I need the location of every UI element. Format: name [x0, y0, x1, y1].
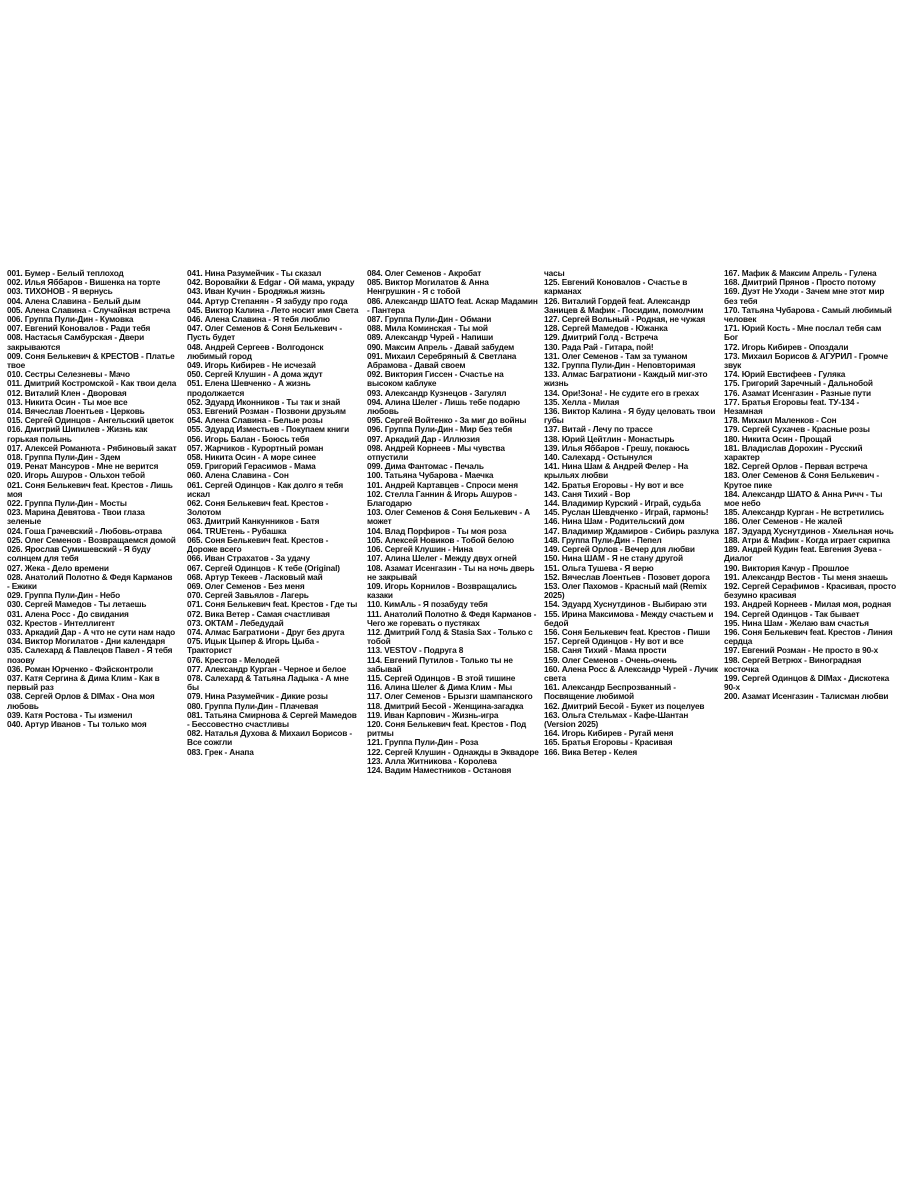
track-entry: 158. Саня Тихий - Мама прости	[544, 645, 667, 656]
tracklist-column-3	[367, 269, 539, 775]
track-entry: 103. Олег Семенов & Соня Белькевич - А может	[367, 507, 530, 527]
track-entry: 081. Татьяна Смирнова & Сергей Мамедов - Бессовестно счастливы	[187, 709, 357, 729]
track-entry: 079. Нина Разумейчик - Дикие розы	[187, 691, 328, 702]
track-entry: 031. Алена Росс - До свидания	[7, 608, 129, 619]
track-entry: 187. Эдуард Хуснутдинов - Хмельная ночь	[724, 525, 894, 536]
track-entry: 063. Дмитрий Канкунников - Батя	[187, 516, 320, 527]
track-entry: 029. Группа Пули-Дин - Небо	[7, 590, 120, 601]
track-entry: 016. Дмитрий Шипилев - Жизнь как горькая полынь	[7, 424, 148, 444]
track-entry: 070. Сергей Завьялов - Лагерь	[187, 590, 309, 601]
track-entry: 172. Игорь Кибирев - Опоздали	[724, 341, 849, 352]
track-entry: 161. Александр Беспрозванный - Посвящение любимой	[544, 682, 676, 702]
track-entry: 025. Олег Семенов - Возвращаемся домой	[7, 534, 176, 545]
track-entry: 136. Виктор Калина - Я буду целовать твои губы	[544, 406, 716, 426]
track-entry: 166. Вика Ветер - Келея	[544, 746, 638, 757]
track-entry: 143. Саня Тихий - Вор	[544, 488, 631, 499]
track-entry: 140. Салехард - Остынулся	[544, 452, 653, 463]
track-entry: 188. Атри & Мафик - Когда играет скрипка	[724, 534, 890, 545]
track-entry: 194. Сергей Одинцов - Так бывает	[724, 608, 860, 619]
track-entry: 107. Алина Шелег - Между двух огней	[367, 553, 517, 564]
track-entry: 120. Соня Белькевич feat. Крестов - Под ритмы	[367, 718, 527, 739]
track-entry: 121. Группа Пули-Дин - Роза	[367, 737, 479, 748]
tracklist	[7, 268, 897, 939]
track-entry: 055. Эдуард Изместьев - Покупаем книги	[187, 424, 350, 435]
track-entry: 124. Вадим Наместников - Остановя	[367, 764, 512, 775]
track-entry: 132. Группа Пули-Дин - Неповторимая	[544, 360, 696, 371]
track-entry: 125. Евгений Коновалов - Счастье в карманах	[544, 277, 688, 297]
track-entry: 072. Вика Ветер - Самая счастливая	[187, 608, 330, 619]
track-entry: 054. Алена Славина - Белые розы	[187, 415, 323, 426]
track-entry: 022. Группа Пули-Дин - Мосты	[7, 498, 127, 509]
track-entry: 043. Иван Кучин - Бродяжья жизнь	[187, 286, 325, 297]
track-entry: 085. Виктор Могилатов & Анна Ненгрушкин - Я с тобой	[367, 277, 489, 297]
track-entry: 144. Владимир Курский - Играй, судьба	[544, 498, 701, 509]
track-entry: 165. Братья Егоровы - Красивая	[544, 737, 673, 748]
track-entry: 171. Юрий Кость - Мне послал тебя сам Бог	[724, 323, 882, 343]
track-entry: 015. Сергей Одинцов - Ангельский цветок	[7, 415, 174, 426]
track-entry: 156. Соня Белькевич feat. Крестов - Пиши	[544, 626, 710, 637]
track-entry: 127. Сергей Вольный - Родная, не чужая	[544, 314, 706, 325]
track-entry: 005. Алена Славина - Случайная встреча	[7, 304, 171, 315]
track-entry: 149. Сергей Орлов - Вечер для любви	[544, 544, 695, 555]
track-entry: 153. Олег Пахомов - Красный май (Remix 2025)	[544, 580, 707, 601]
track-entry: 036. Роман Юрченко - Фэйсконтроли	[7, 663, 153, 674]
track-entry: 180. Никита Осин - Прощай	[724, 433, 832, 444]
track-entry: 131. Олег Семенов - Там за туманом	[544, 350, 688, 361]
track-entry: 198. Сергей Ветрюх - Виноградная косточка	[724, 654, 862, 674]
track-entry: 033. Аркадий Дар - А что не сути нам надо	[7, 626, 176, 637]
track-entry: 062. Соня Белькевич feat. Крестов - Золотом	[187, 498, 329, 518]
track-entry: 037. Катя Сергина & Дима Клим - Как в первый раз	[7, 672, 160, 693]
track-entry: 024. Гоша Грачевский - Любовь-отрава	[7, 525, 162, 536]
track-entry: 189. Андрей Кудин feat. Евгения Зуева - Диалог	[724, 544, 882, 564]
track-entry: 176. Азамат Исенгазин - Разные пути	[724, 387, 871, 398]
track-entry: 168. Дмитрий Прянов - Просто потому	[724, 277, 876, 288]
track-entry: 084. Олег Семенов - Акробат	[367, 268, 482, 278]
track-entry: 011. Дмитрий Костромской - Как твои дела	[7, 378, 177, 389]
track-entry: 128. Сергей Мамедов - Южанка	[544, 323, 668, 334]
track-entry: 040. Артур Иванов - Ты только моя	[7, 718, 147, 729]
track-entry: 162. Дмитрий Бесой - Букет из поцелуев	[544, 700, 705, 711]
track-entry: 069. Олег Семенов - Без меня	[187, 580, 305, 591]
track-entry: 048. Андрей Сергеев - Волгодонск любимый город	[187, 341, 324, 361]
track-entry: 118. Дмитрий Бесой - Женщина-загадка	[367, 700, 524, 711]
track-entry: часы	[544, 268, 565, 278]
track-entry: 134. Ори!Зона! - Не судите его в грехах	[544, 387, 699, 398]
track-entry: 184. Александр ШАТО & Анна Ричч - Ты мое небо	[724, 488, 883, 509]
track-entry: 141. Нина Шам & Андрей Фелер - На крыльях любви	[544, 461, 689, 481]
tracklist-column-4	[544, 269, 719, 757]
track-entry: 178. Михаил Маленков - Сон	[724, 415, 837, 426]
track-entry: 049. Игорь Кибирев - Не исчезай	[187, 360, 316, 371]
track-entry: 181. Владислав Дорохин - Русский характер	[724, 442, 863, 463]
track-entry: 068. Артур Текеев - Ласковый май	[187, 571, 323, 582]
track-entry: 098. Андрей Корнеев - Мы чувства отпустили	[367, 442, 505, 463]
track-entry: 104. Влад Порфиров - Ты моя роза	[367, 525, 507, 536]
track-entry: 065. Соня Белькевич feat. Крестов - Дороже всего	[187, 534, 329, 555]
track-entry: 021. Соня Белькевич feat. Крестов - Лишь моя	[7, 479, 173, 499]
track-entry: 105. Алексей Новиков - Тобой белою	[367, 534, 514, 545]
track-entry: 032. Крестов - Интеллигент	[7, 617, 115, 628]
track-entry: 186. Олег Семенов - Не жалей	[724, 516, 843, 527]
track-entry: 039. Катя Ростова - Ты изменил	[7, 709, 133, 720]
track-entry: 111. Анатолий Полотно & Федя Карманов - Чего же горевать о пустяках	[367, 608, 537, 628]
track-entry: 003. ТИХОНОВ - Я вернусь	[7, 286, 113, 297]
tracklist-column-5	[724, 269, 896, 702]
track-entry: 090. Максим Апрель - Давай забудем	[367, 341, 515, 352]
track-entry: 114. Евгений Путилов - Только ты не забывай	[367, 654, 513, 674]
track-entry: 019. Ренат Мансуров - Мне не верится	[7, 461, 159, 472]
track-entry: 164. Игорь Кибирев - Ругай меня	[544, 728, 674, 739]
track-entry: 115. Сергей Одинцов - В этой тишине	[367, 672, 516, 683]
track-entry: 027. Жека - Дело времени	[7, 562, 109, 573]
track-entry: 099. Дима Фантомас - Печаль	[367, 461, 484, 472]
track-entry: 197. Евгений Розман - Не просто в 90-х	[724, 645, 879, 656]
track-entry: 092. Виктория Гиссен - Счастье на высоком каблуке	[367, 369, 504, 389]
track-entry: 004. Алена Славина - Белый дым	[7, 295, 141, 306]
tracklist-column-2	[187, 269, 359, 757]
track-entry: 151. Ольга Тушева - Я верю	[544, 562, 654, 573]
track-entry: 113. VESTOV - Подруга 8	[367, 645, 464, 656]
track-entry: 185. Александр Курган - Не встретились	[724, 507, 884, 518]
track-entry: 157. Сергей Одинцов - Ну вот и все	[544, 636, 684, 647]
track-entry: 110. КимАль - Я позабуду тебя	[367, 599, 488, 610]
track-entry: 095. Сергей Войтенко - За миг до войны	[367, 415, 527, 426]
track-entry: 020. Игорь Ашуров - Ольхон тебой	[7, 470, 145, 481]
track-entry: 038. Сергей Орлов & DIMax - Она моя любовь	[7, 691, 155, 711]
track-entry: 145. Руслан Шевдченко - Играй, гармонь!	[544, 507, 709, 518]
track-entry: 169. Дуэт Не Уходи - Зачем мне этот мир без тебя	[724, 286, 885, 306]
track-entry: 061. Сергей Одинцов - Как долго я тебя искал	[187, 479, 344, 499]
track-entry: 147. Владимир Ждамиров - Сибирь разлука	[544, 525, 719, 536]
track-entry: 167. Мафик & Максим Апрель - Гулена	[724, 268, 877, 278]
track-entry: 170. Татьяна Чубарова - Самый любимый человек	[724, 304, 892, 325]
track-entry: 117. Олег Семенов - Брызги шампанского	[367, 691, 533, 702]
track-entry: 106. Сергей Клушин - Нина	[367, 544, 473, 555]
track-entry: 097. Аркадий Дар - Иллюзия	[367, 433, 480, 444]
track-entry: 199. Сергей Одинцов & DIMax - Дискотека 90-х	[724, 672, 890, 693]
track-entry: 088. Мила Коминская - Ты мой	[367, 323, 488, 334]
track-entry: 078. Салехард & Татьяна Ладыка - А мне бы	[187, 672, 349, 693]
track-entry: 148. Группа Пули-Дин - Пепел	[544, 534, 662, 545]
track-entry: 041. Нина Разумейчик - Ты сказал	[187, 268, 322, 278]
track-entry: 159. Олег Семенов - Очень-очень	[544, 654, 677, 665]
track-entry: 075. Ицык Цыпер & Игорь Цыба - Тракторист	[187, 636, 319, 656]
track-entry: 150. Нина ШАМ - Я не стану другой	[544, 553, 683, 564]
track-entry: 138. Юрий Цейтлин - Монастырь	[544, 433, 675, 444]
track-entry: 066. Иван Страхатов - За удачу	[187, 553, 310, 564]
track-entry: 051. Елена Шевченко - А жизнь продолжается	[187, 378, 311, 398]
track-entry: 023. Марина Девятова - Твои глаза зеленые	[7, 507, 145, 527]
track-entry: 100. Татьяна Чубарова - Маечка	[367, 470, 494, 481]
track-entry: 017. Алексей Романюта - Рябиновый закат	[7, 442, 177, 453]
track-entry: 119. Иван Карпович - Жизнь-игра	[367, 709, 499, 720]
tracklist-column-1	[7, 269, 177, 729]
track-entry: 102. Стелла Ганнин & Игорь Ашуров - Благодарю	[367, 488, 517, 509]
track-entry: 059. Григорий Герасимов - Мама	[187, 461, 316, 472]
track-entry: 108. Азамат Исенгазин - Ты на ночь дверь не закрывай	[367, 562, 535, 582]
track-entry: 163. Ольга Стельмах - Кафе-Шантан (Version 2025)	[544, 709, 689, 729]
track-entry: 056. Игорь Балан - Боюсь тебя	[187, 433, 310, 444]
track-entry: 083. Грек - Анапа	[187, 746, 254, 757]
track-entry: 047. Олег Семенов & Соня Белькевич - Пусть будет	[187, 323, 342, 343]
track-entry: 018. Группа Пули-Дин - Здем	[7, 452, 121, 463]
track-entry: 076. Крестов - Мелодей	[187, 654, 280, 665]
track-entry: 002. Илья Яббаров - Вишенка на торте	[7, 277, 161, 288]
track-entry: 074. Алмас Багратиони - Друг без друга	[187, 626, 345, 637]
track-entry: 191. Александр Вестов - Ты меня знаешь	[724, 571, 888, 582]
track-entry: 182. Сергей Орлов - Первая встреча	[724, 461, 868, 472]
track-entry: 008. Настасья Самбурская - Двери закрываются	[7, 332, 145, 352]
track-entry: 160. Алена Росс & Александр Чурей - Лучик света	[544, 663, 718, 683]
track-entry: 196. Соня Белькевич feat. Крестов - Линия сердца	[724, 626, 893, 647]
track-entry: 133. Алмас Багратиони - Каждый миг-это жизнь	[544, 369, 708, 389]
track-entry: 067. Сергей Одинцов - К тебе (Original)	[187, 562, 340, 573]
track-entry: 050. Сергей Клушин - А дома ждут	[187, 369, 323, 380]
track-entry: 026. Ярослав Сумишевский - Я буду солнцем для тебя	[7, 544, 151, 564]
track-entry: 177. Братья Егоровы feat. ТУ-134 - Незамная	[724, 396, 860, 417]
track-entry: 094. Алина Шелег - Лишь тебе подарю любовь	[367, 396, 520, 417]
track-entry: 010. Сестры Селезневы - Мачо	[7, 369, 130, 380]
track-entry: 116. Алина Шелег & Дима Клим - Мы	[367, 682, 513, 693]
track-entry: 183. Олег Семенов & Соня Белькевич - Крутое пике	[724, 470, 879, 490]
track-entry: 030. Сергей Мамедов - Ты летаешь	[7, 599, 147, 610]
track-entry: 007. Евгений Коновалов - Ради тебя	[7, 323, 151, 334]
track-entry: 129. Дмитрий Голд - Встреча	[544, 332, 658, 343]
track-entry: 152. Вячеслав Лоентьев - Позовет дорога	[544, 571, 710, 582]
track-entry: 082. Наталья Духова & Михаил Борисов - Все сожгли	[187, 728, 352, 748]
track-entry: 126. Виталий Гордей feat. Александр Заницев & Мафик - Посидим, помолчим	[544, 295, 704, 315]
track-entry: 154. Эдуард Хуснутдинов - Выбираю эти	[544, 599, 707, 610]
track-entry: 046. Алена Славина - Я тебя люблю	[187, 314, 330, 325]
track-entry: 142. Братья Егоровы - Ну вот и все	[544, 479, 684, 490]
track-entry: 112. Дмитрий Голд & Stasia Sax - Только с тобой	[367, 626, 533, 647]
track-entry: 122. Сергей Клушин - Однажды в Эквадоре	[367, 746, 539, 757]
track-entry: 109. Игорь Корнилов - Возвращались казаки	[367, 580, 517, 601]
track-entry: 175. Григорий Заречный - Дальнобой	[724, 378, 873, 389]
track-entry: 001. Бумер - Белый теплоход	[7, 268, 124, 278]
track-entry: 174. Юрий Евстифеев - Гуляка	[724, 369, 846, 380]
track-entry: 064. TRUEтень - Рубашка	[187, 525, 287, 536]
track-entry: 101. Андрей Картавцев - Спроси меня	[367, 479, 518, 490]
track-entry: 192. Сергей Серафимов - Красивая, просто безумно красивая	[724, 580, 897, 601]
track-entry: 139. Илья Яббаров - Грешу, покаюсь	[544, 442, 690, 453]
track-entry: 179. Сергей Сухачев - Красные розы	[724, 424, 870, 435]
track-entry: 195. Нина Шам - Желаю вам счастья	[724, 617, 869, 628]
track-entry: 086. Александр ШАТО feat. Аскар Мадамин - Пантера	[367, 295, 538, 315]
track-entry: 190. Виктория Качур - Прошлое	[724, 562, 849, 573]
track-entry: 053. Евгений Розман - Позвони друзьям	[187, 406, 346, 417]
track-entry: 087. Группа Пули-Дин - Обмани	[367, 314, 492, 325]
track-entry: 034. Виктор Могилатов - Дни календаря	[7, 636, 166, 647]
track-entry: 045. Виктор Калина - Лето носит имя Света	[187, 304, 359, 315]
track-entry: 009. Соня Белькевич & КРЕСТОВ - Платье твое	[7, 350, 175, 371]
track-entry: 057. Жарчиков - Курортный роман	[187, 442, 324, 453]
track-entry: 006. Группа Пули-Дин - Кумовка	[7, 314, 134, 325]
track-entry: 089. Александр Чурей - Напиши	[367, 332, 494, 343]
track-entry: 080. Группа Пули-Дин - Плачевая	[187, 700, 319, 711]
track-entry: 173. Михаил Борисов & АГУРИЛ - Громче звук	[724, 350, 888, 371]
track-entry: 146. Нина Шам - Родительский дом	[544, 516, 685, 527]
track-entry: 200. Азамат Исенгазин - Талисман любви	[724, 691, 889, 702]
track-entry: 013. Никита Осин - Ты мое все	[7, 396, 128, 407]
track-entry: 130. Рада Рай - Гитара, пой!	[544, 341, 654, 352]
track-entry: 193. Андрей Корнеев - Милая моя, родная	[724, 599, 892, 610]
track-entry: 155. Ирина Максимова - Между счастьем и бедой	[544, 608, 714, 628]
track-entry: 096. Группа Пули-Дин - Мир без тебя	[367, 424, 513, 435]
track-entry: 035. Салехард & Павлецов Павел - Я тебя позову	[7, 645, 173, 665]
track-entry: 091. Михаил Серебряный & Светлана Абрамова - Давай своем	[367, 350, 517, 371]
track-entry: 060. Алена Славина - Сон	[187, 470, 289, 481]
track-entry: 014. Вячеслав Лоентьев - Церковь	[7, 406, 145, 417]
track-entry: 042. Воровайки & Edgar - Ой мама, украду	[187, 277, 355, 288]
track-entry: 077. Александр Курган - Черное и белое	[187, 663, 347, 674]
track-entry: 071. Соня Белькевич feat. Крестов - Где ты	[187, 599, 358, 610]
track-entry: 137. Витай - Лечу по трассе	[544, 424, 653, 435]
track-entry: 052. Эдуард Иконников - Ты так и знай	[187, 396, 341, 407]
track-entry: 028. Анатолий Полотно & Федя Карманов - Ежики	[7, 571, 173, 591]
track-entry: 073. ОКТАМ - Лебедудай	[187, 617, 284, 628]
track-entry: 012. Виталий Клен - Дворовая	[7, 387, 127, 398]
track-entry: 058. Никита Осин - А море синее	[187, 452, 317, 463]
track-entry: 135. Хелла - Милая	[544, 396, 620, 407]
track-entry: 123. Алла Житникова - Королева	[367, 755, 497, 766]
track-entry: 044. Артур Степанян - Я забуду про года	[187, 295, 348, 306]
track-entry: 093. Александр Кузнецов - Загулял	[367, 387, 507, 398]
